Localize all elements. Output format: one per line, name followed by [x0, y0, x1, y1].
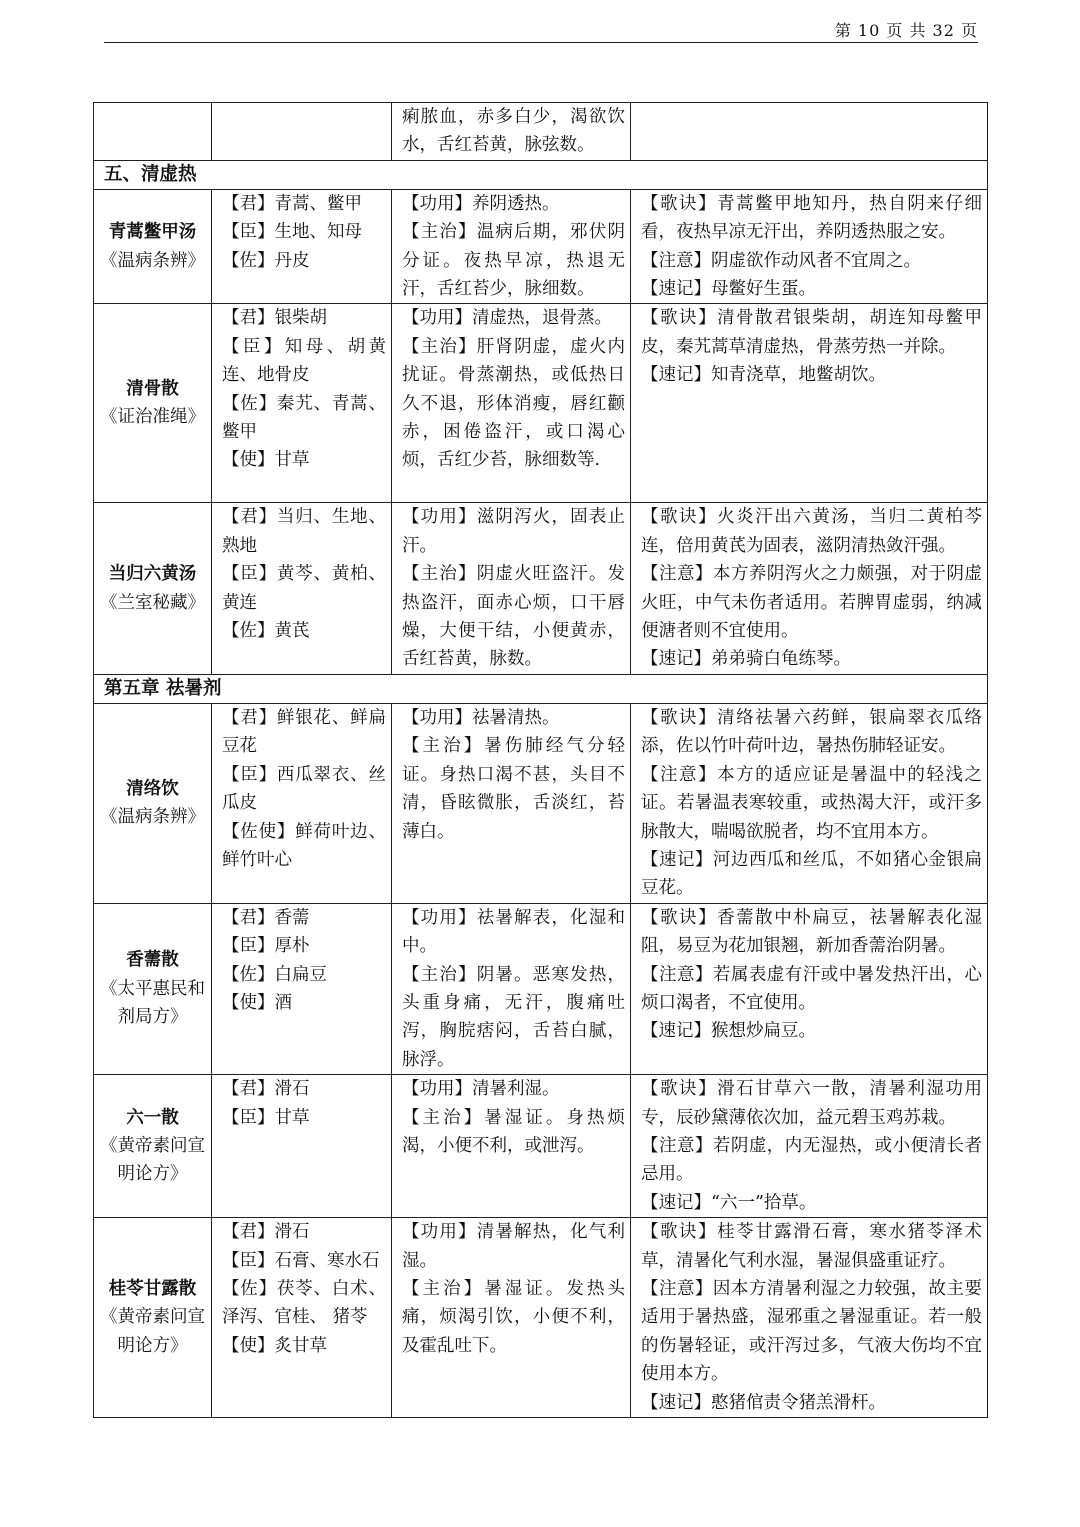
name-cell [94, 304, 212, 503]
note-line: 【速记】“六一”拾草。 [641, 1192, 817, 1213]
notes-cell [631, 189, 988, 304]
herb-line: 【臣】黄芩、黄柏、黄连 [222, 564, 386, 613]
herbs-cell [212, 103, 392, 161]
herb-line: 【使】甘草 [222, 450, 310, 471]
functions-cell [392, 903, 631, 1074]
note-line: 【注意】若阴虚，内无湿热，或小便清长者忌用。 [641, 1135, 982, 1185]
note-line: 【注意】本方的适应证是暑温中的轻浅之证。若暑温表寒较重，或热渴大汗，或汗多脉散大，喘喝欲脱者，均不宜用本方。 [641, 764, 982, 842]
herbs-cell [212, 503, 392, 674]
note-line: 【歌诀】滑石甘草六一散，清暑利湿功用专，辰砂黛薄依次加，益元碧玉鸡苏栽。 [641, 1079, 982, 1128]
notes-cell [631, 1075, 988, 1218]
section-title: 第五章 祛暑剂 [94, 674, 988, 703]
herb-line: 【臣】甘草 [222, 1107, 310, 1128]
formula-name: 清络饮 [126, 778, 179, 799]
function-line: 【功用】祛暑清热。 [402, 707, 560, 728]
notes-cell [631, 903, 988, 1074]
function-line: 【主治】肝肾阴虚，虚火内扰证。骨蒸潮热，或低热日久不退，形体消瘦，唇红颧赤，困倦盗汗，或口渴心烦，舌红少苔，脉细数等. [402, 336, 625, 471]
formula-table [93, 102, 988, 1418]
formula-name: 当归六黄汤 [108, 564, 197, 585]
herb-line: 【臣】石膏、寒水石 [222, 1250, 380, 1271]
formula-name: 清骨散 [126, 379, 179, 400]
section-title: 五、清虚热 [94, 160, 988, 189]
functions-cell [392, 304, 631, 503]
section-row [94, 160, 988, 189]
herbs-cell [212, 903, 392, 1074]
note-line: 【歌诀】清骨散君银柴胡，胡连知母鳖甲皮，秦艽蒿草清虚热，骨蒸劳热一并除。 [641, 308, 982, 357]
formula-source: 《证治准绳》 [100, 407, 205, 428]
note-line: 【速记】憨猪倌责令猪羔滑杆。 [641, 1392, 886, 1413]
table-row-continued [94, 103, 988, 161]
name-cell [94, 1218, 212, 1418]
herb-line: 【使】炙甘草 [222, 1335, 327, 1356]
function-line: 【主治】暑湿证。身热烦渴，小便不利，或泄泻。 [402, 1107, 625, 1156]
function-line: 【主治】温病后期，邪伏阴分证。夜热早凉，热退无汗，舌红苔少，脉细数。 [402, 222, 625, 300]
note-line: 【歌诀】桂苓甘露滑石膏，寒水猪苓泽术草，清暑化气利水湿，暑湿俱盛重证疗。 [641, 1222, 982, 1271]
notes-cell [631, 503, 988, 674]
function-line: 【功用】滋阴泻火，固表止汗。 [402, 507, 625, 556]
formula-name: 青蒿鳖甲汤 [108, 222, 197, 243]
note-line: 【速记】弟弟骑白龟练琴。 [641, 649, 851, 670]
note-line: 【速记】猴想炒扁豆。 [641, 1021, 816, 1042]
formula-source: 《黄帝素问宣明论方》 [100, 1307, 205, 1356]
herbs-cell [212, 1218, 392, 1418]
function-line: 【主治】暑伤肺经气分轻证。身热口渴不甚，头目不清，昏眩微胀，舌淡红，苔薄白。 [402, 736, 625, 842]
page-number: 第 10 页 共 32 页 [834, 21, 978, 40]
herb-line: 【佐】白扁豆 [222, 964, 327, 985]
functions-cell [392, 189, 631, 304]
formula-source: 《兰室秘藏》 [100, 592, 205, 613]
herb-line: 【使】酒 [222, 992, 292, 1013]
note-line: 【注意】阴虚欲作动风者不宜周之。 [641, 250, 921, 271]
function-line: 【功用】清暑利湿。 [402, 1079, 560, 1100]
note-line: 【注意】本方养阴泻火之力颇强，对于阴虚火旺，中气未伤者适用。若脾胃虚弱，纳减便溏者则不宜使用。 [641, 564, 982, 642]
note-line: 【歌诀】香薷散中朴扁豆，祛暑解表化湿阻，易豆为花加银翘，新加香薷治阴暑。 [641, 907, 982, 957]
function-line: 【主治】暑湿证。发热头痛，烦渴引饮，小便不利，及霍乱吐下。 [402, 1279, 625, 1356]
table-row [94, 1075, 988, 1218]
table-row [94, 1218, 988, 1418]
notes-cell [631, 103, 988, 161]
function-line: 【主治】阴暑。恶寒发热，头重身痛，无汗，腹痛吐泻，胸脘痞闷，舌苔白腻，脉浮。 [402, 964, 625, 1070]
notes-cell [631, 1218, 988, 1418]
formula-name: 香薷散 [126, 950, 179, 971]
notes-cell [631, 304, 988, 503]
function-line: 【功用】祛暑解表，化湿和中。 [402, 907, 625, 957]
herb-line: 【佐】秦艽、青蒿、鳖甲 [222, 393, 386, 443]
formula-name: 桂苓甘露散 [108, 1279, 197, 1299]
formula-name: 六一散 [126, 1107, 179, 1128]
name-cell [94, 189, 212, 304]
note-line: 【歌诀】火炎汗出六黄汤，当归二黄柏芩连，倍用黄芪为固表，滋阴清热敛汗强。 [641, 507, 982, 556]
herb-line: 【君】青蒿、鳖甲 [222, 193, 362, 214]
functions-cell [392, 1075, 631, 1218]
herb-line: 【臣】西瓜翠衣、丝瓜皮 [222, 764, 386, 814]
function-line: 痢脓血，赤多白少，渴欲饮水，舌红苔黄，脉弦数。 [402, 107, 625, 156]
name-cell [94, 703, 212, 903]
herb-line: 【佐】黄芪 [222, 621, 310, 642]
functions-cell [392, 1218, 631, 1418]
formula-source: 《温病条辨》 [100, 250, 205, 271]
formula-source: 《温病条辨》 [100, 807, 205, 828]
name-cell [94, 903, 212, 1074]
name-cell [94, 1075, 212, 1218]
note-line: 【注意】因本方清暑利湿之力较强，故主要适用于暑热盛，湿邪重之暑湿重证。若一般的伤暑轻证，或汗泻过多，气液大伤均不宜使用本方。 [641, 1279, 982, 1385]
note-line: 【速记】河边西瓜和丝瓜，不如猪心金银扁豆花。 [641, 849, 982, 899]
herbs-cell [212, 304, 392, 503]
functions-cell [392, 103, 631, 161]
herb-line: 【臣】厚朴 [222, 936, 310, 957]
herbs-cell [212, 703, 392, 903]
table-row [94, 903, 988, 1074]
herb-line: 【君】滑石 [222, 1222, 310, 1243]
herb-line: 【君】香薷 [222, 907, 310, 928]
notes-cell [631, 703, 988, 903]
note-line: 【歌诀】青蒿鳖甲地知丹，热自阴来仔细看，夜热早凉无汗出，养阴透热服之安。 [641, 193, 982, 243]
note-line: 【速记】知青浇草，地鳖胡饮。 [641, 365, 886, 386]
herb-line: 【君】当归、生地、熟地 [222, 507, 386, 556]
functions-cell [392, 503, 631, 674]
page-header [104, 16, 978, 43]
formula-source: 《太平惠民和剂局方》 [100, 978, 205, 1028]
table-row [94, 503, 988, 674]
table-row [94, 189, 988, 304]
herbs-cell [212, 1075, 392, 1218]
herb-line: 【君】银柴胡 [222, 308, 327, 329]
section-row [94, 674, 988, 703]
table-row [94, 703, 988, 903]
herb-line: 【君】滑石 [222, 1079, 310, 1100]
function-line: 【功用】清暑解热，化气利湿。 [402, 1222, 625, 1271]
herb-line: 【臣】生地、知母 [222, 222, 362, 243]
function-line: 【功用】清虚热，退骨蒸。 [402, 308, 612, 329]
table-row [94, 304, 988, 503]
function-line: 【功用】养阴透热。 [402, 193, 560, 214]
formula-source: 《黄帝素问宣明论方》 [100, 1135, 205, 1185]
note-line: 【歌诀】清络祛暑六药鲜，银扁翠衣瓜络添，佐以竹叶荷叶边，暑热伤肺轻证安。 [641, 707, 982, 757]
name-cell [94, 503, 212, 674]
functions-cell [392, 703, 631, 903]
note-line: 【速记】母鳖好生蛋。 [641, 279, 816, 300]
herbs-cell [212, 189, 392, 304]
herb-line: 【君】鲜银花、鲜扁豆花 [222, 707, 386, 757]
herb-line: 【佐】茯苓、白术、泽泻、官桂、 猪苓 [222, 1279, 386, 1328]
herb-line: 【臣】知母、胡黄连、地骨皮 [222, 336, 386, 386]
herb-line: 【佐使】鲜荷叶边、鲜竹叶心 [222, 821, 386, 870]
herb-line: 【佐】丹皮 [222, 250, 310, 271]
function-line: 【主治】阴虚火旺盗汗。发热盗汗，面赤心烦，口干唇燥，大便干结，小便黄赤，舌红苔黄，脉数。 [402, 564, 625, 670]
name-cell [94, 103, 212, 161]
note-line: 【注意】若属表虚有汗或中暑发热汗出，心烦口渴者，不宜使用。 [641, 964, 982, 1013]
